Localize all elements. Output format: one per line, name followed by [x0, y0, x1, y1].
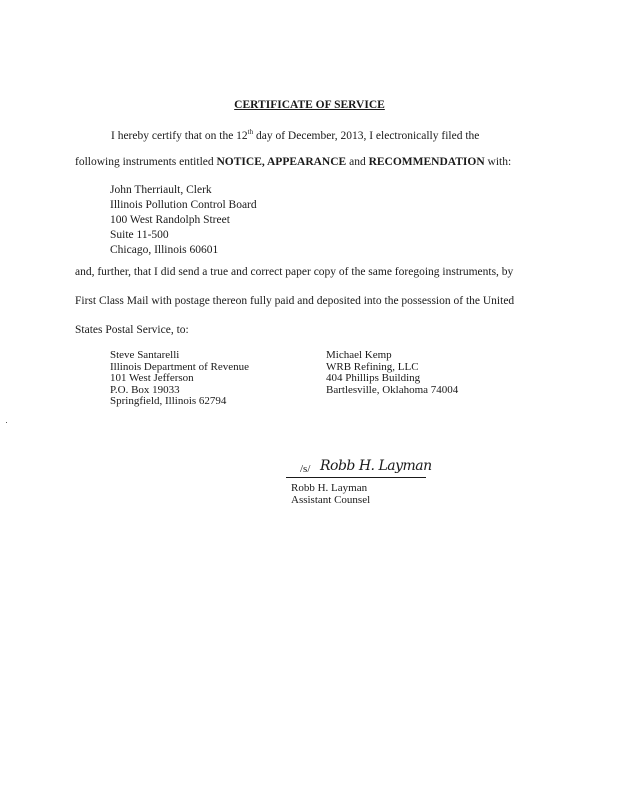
address-line: WRB Refining, LLC [326, 360, 419, 373]
further-line-1: and, further, that I did send a true and correct paper copy of the same foregoing instruments, by [75, 266, 514, 278]
document-title: CERTIFICATE OF SERVICE [234, 99, 385, 111]
signature-prefix: /s/ [300, 463, 311, 475]
address-line: Michael Kemp [326, 349, 392, 361]
instruments-and: and [346, 156, 369, 168]
address-line: P.O. Box 19033 [110, 383, 180, 396]
scan-speck [6, 422, 7, 423]
address-line: Illinois Department of Revenue [110, 360, 249, 373]
signature: Robb H. Layman [320, 458, 432, 474]
address-line: 404 Phillips Building [326, 372, 421, 385]
recipient-right-address [326, 350, 458, 396]
address-line: John Therriault, Clerk [110, 184, 212, 196]
address-line: 101 West Jefferson [110, 372, 194, 385]
instruments-bold: NOTICE, APPEARANCE [216, 156, 347, 168]
address-line: Springfield, Illinois 62794 [110, 395, 227, 408]
instruments-pre: following instruments entitled [75, 156, 217, 168]
address-line: 100 West Randolph Street [110, 214, 230, 226]
signer-block [291, 482, 370, 506]
signer-name: Robb H. Layman [291, 482, 368, 494]
certify-line [111, 125, 479, 143]
address-line: Steve Santarelli [110, 349, 180, 361]
signer-title: Assistant Counsel [291, 494, 371, 506]
address-line: Illinois Pollution Control Board [110, 199, 257, 211]
instruments-post: with: [484, 156, 512, 168]
address-line: Chicago, Illinois 60601 [110, 244, 219, 256]
instruments-bold-2: RECOMMENDATION [368, 156, 485, 168]
further-line-3: States Postal Service, to: [75, 324, 189, 336]
recipient-left-address [110, 350, 249, 408]
address-line: Bartlesville, Oklahoma 74004 [326, 383, 459, 396]
filer-address [110, 183, 257, 258]
certify-pre: I hereby certify that on the 12 [111, 129, 248, 142]
further-line-2: First Class Mail with postage thereon fully paid and deposited into the possession of the United [75, 295, 515, 307]
instruments-line [75, 155, 511, 169]
address-line: Suite 11-500 [110, 229, 169, 241]
certify-superscript: th [247, 128, 254, 136]
certify-post: day of December, 2013, I electronically filed the [253, 129, 480, 142]
